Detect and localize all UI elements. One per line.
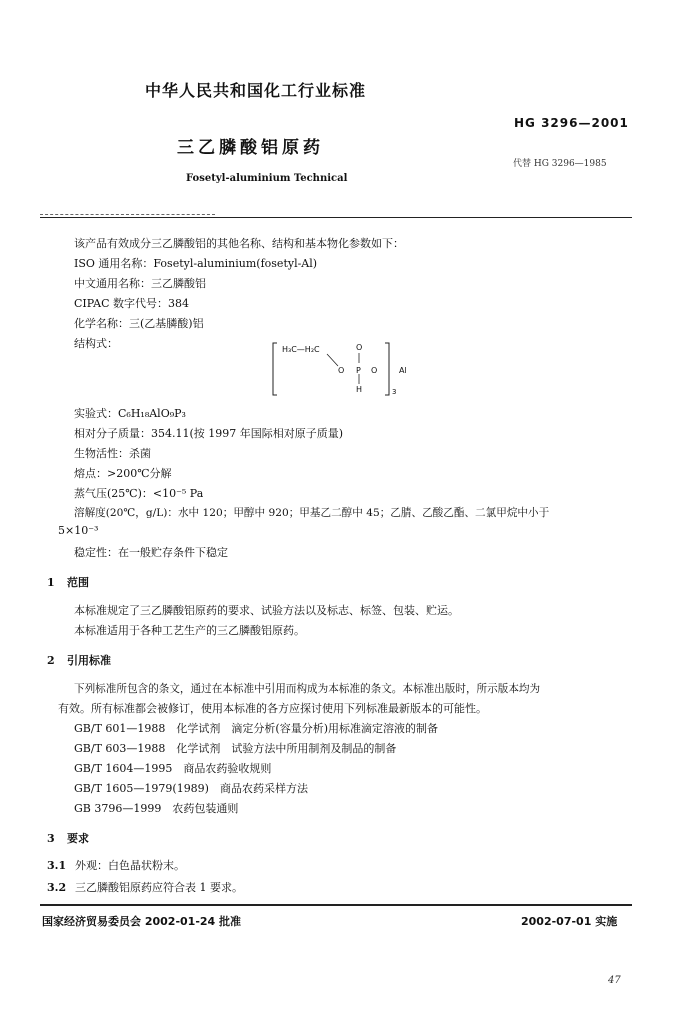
section-3-heading (47, 830, 89, 846)
solubility-cont: 5×10⁻³ (58, 524, 99, 537)
formula-phosphorus: P (356, 366, 361, 375)
section-2-heading (47, 652, 111, 668)
scope-paragraph-1: 本标准规定了三乙膦酸铝原药的要求、试验方法以及标志、标签、包装、贮运。 (74, 604, 459, 617)
section-1-heading (47, 574, 89, 590)
implementation-date: 2002-07-01 实施 (521, 915, 618, 928)
formula-hydrogen: H (356, 385, 363, 394)
section-title: 引用标准 (67, 654, 111, 667)
approval-note: 国家经济贸易委员会 2002-01-24 批准 (42, 915, 242, 928)
formula-ethyl: H₃C—H₂C (282, 345, 320, 354)
iso-name: ISO 通用名称：Fosetyl-aluminium(fosetyl-Al) (74, 257, 318, 270)
chinese-common-name: 中文通用名称：三乙膦酸铝 (74, 277, 206, 290)
scope-paragraph-2: 本标准适用于各种工艺生产的三乙膦酸铝原药。 (74, 624, 305, 637)
page-number: 47 (608, 975, 621, 986)
structure-label: 结构式： (74, 337, 118, 350)
section-title: 要求 (67, 832, 89, 845)
section-number: 3 (47, 832, 55, 845)
cipac-code: CIPAC 数字代号：384 (74, 297, 190, 310)
melting-point: 熔点：>200℃分解 (74, 467, 172, 480)
references-intro: 下列标准所包含的条文，通过在本标准中引用而构成为本标准的条文。本标准出版时，所示版本均为 (74, 683, 541, 695)
reference-item: GB/T 1605—1979(1989) 商品农药采样方法 (74, 782, 308, 795)
formula-oxygen-left: O (338, 366, 345, 375)
replaces-note: 代替 HG 3296—1985 (513, 159, 607, 169)
header-divider-short (40, 214, 215, 215)
section-number: 1 (47, 576, 55, 589)
item-number: 3.1 (47, 859, 67, 872)
requirement-item (47, 857, 185, 873)
empirical-formula: 实验式：C₆H₁₈AlO₉P₃ (74, 407, 186, 420)
reference-item: GB/T 601—1988 化学试剂 滴定分析(容量分析)用标准滴定溶液的制备 (74, 722, 438, 735)
formula-metal: Al (399, 366, 407, 375)
reference-item: GB/T 1604—1995 商品农药验收规则 (74, 762, 272, 775)
section-title: 范围 (67, 576, 89, 589)
structural-formula (272, 341, 402, 398)
standard-code: HG 3296—2001 (514, 116, 629, 130)
reference-item: GB/T 603—1988 化学试剂 试验方法中所用制剂及制品的制备 (74, 742, 397, 755)
formula-oxygen-top: O (356, 343, 363, 352)
reference-item: GB 3796—1999 农药包装通则 (74, 802, 239, 815)
item-text: 三乙膦酸铝原药应符合表 1 要求。 (75, 881, 243, 894)
chemical-name: 化学名称：三(乙基膦酸)铝 (74, 317, 204, 330)
section-number: 2 (47, 654, 55, 667)
biological-activity: 生物活性：杀菌 (74, 447, 151, 460)
stability: 稳定性：在一般贮存条件下稳定 (74, 546, 228, 559)
solubility: 溶解度(20℃，g/L)：水中 120；甲醇中 920；甲基乙二醇中 45；乙腈、乙酸乙酯、二氯甲烷中小于 (74, 507, 550, 519)
references-intro-cont: 有效。所有标准都会被修订，使用本标准的各方应探讨使用下列标准最新版本的可能性。 (58, 702, 487, 715)
molecular-mass: 相对分子质量：354.11(按 1997 年国际相对原子质量) (74, 427, 344, 440)
intro-line: 该产品有效成分三乙膦酸铝的其他名称、结构和基本物化参数如下： (74, 237, 404, 250)
footer-divider (40, 904, 632, 906)
item-number: 3.2 (47, 881, 67, 894)
vapor-pressure: 蒸气压(25℃)：<10⁻⁵ Pa (74, 487, 204, 500)
formula-oxygen-right: O (371, 366, 378, 375)
standard-type-heading: 中华人民共和国化工行业标准 (145, 81, 367, 100)
header-divider (40, 217, 632, 218)
formula-subscript: 3 (392, 388, 397, 396)
requirement-item (47, 879, 243, 895)
item-text: 外观：白色晶状粉末。 (75, 859, 185, 872)
english-title: Fosetyl-aluminium Technical (186, 173, 348, 184)
page-title: 三乙膦酸铝原药 (177, 138, 324, 158)
